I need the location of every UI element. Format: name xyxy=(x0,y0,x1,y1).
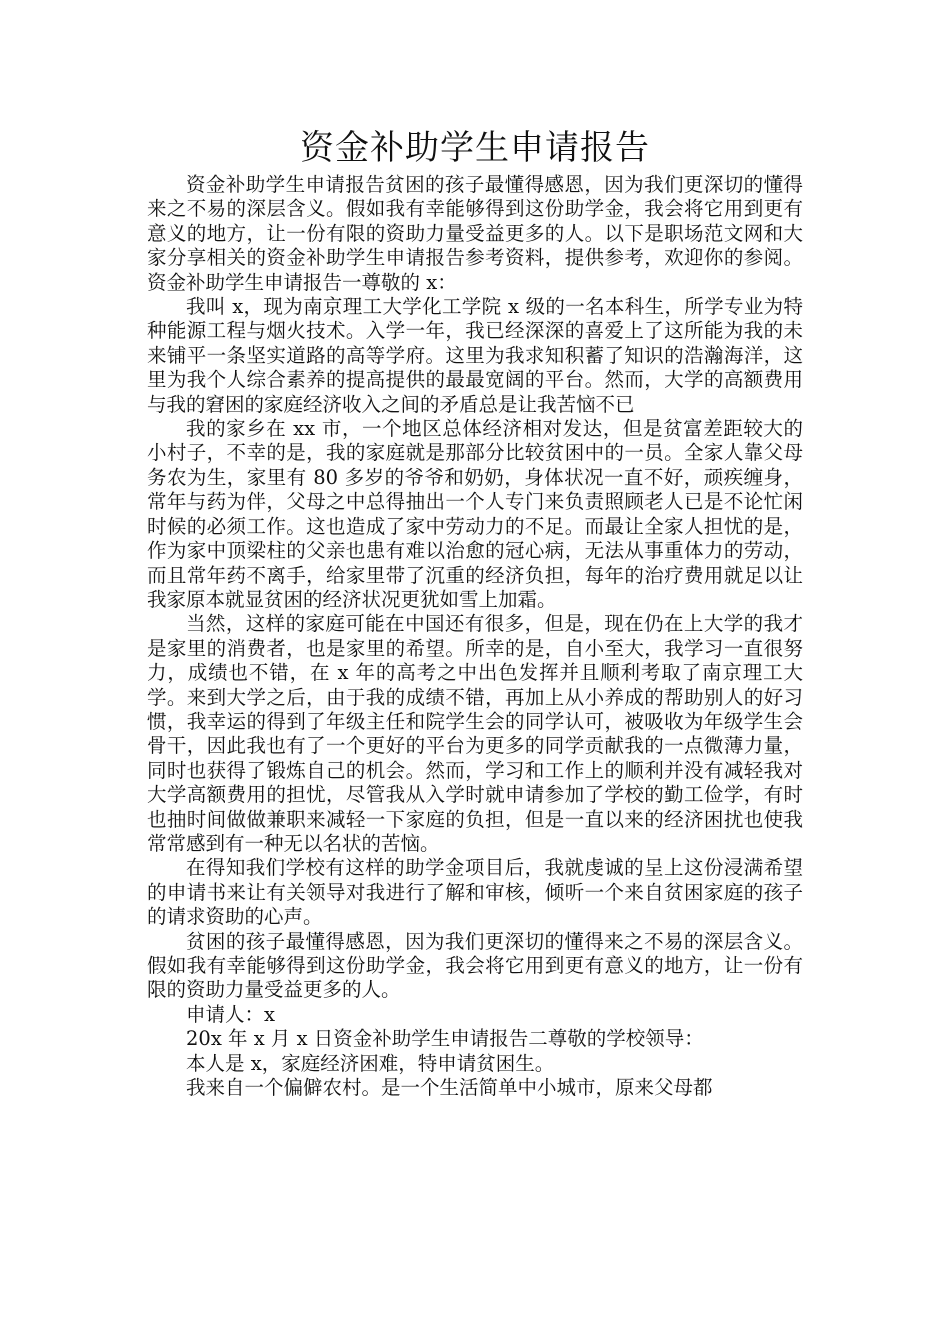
document-body xyxy=(147,173,803,1100)
paragraph-origin: 我来自一个偏僻农村。是一个生活简单中小城市，原来父母都 xyxy=(186,1076,713,1100)
document-title: 资金补助学生申请报告 xyxy=(300,128,650,168)
paragraph-family-background: 我的家乡在 xx 市，一个地区总体经济相对发达，但是贫富差距较大的小村子，不幸的是，我的家庭就是那部分比较贫困中的一员。全家人靠父母务农为生，家里有 80 多岁的爷爷和奶奶，身体状况一直不好，顽疾缠身，常年与药为伴，父母之中总得抽出一个人专门来负责照顾老人已是不论忙闲时候的必须工作。这也造成了家中劳动力的不足。而最让全家人担忧的是，作为家中顶梁柱的父亲也患有难以治愈的冠心病，无法从事重体力的劳动，而且常年药不离手，给家里带了沉重的经济负担，每年的治疗费用就足以让我家原本就显贫困的经济状况更犹如雪上加霜。 xyxy=(147,417,803,611)
paragraph-gratitude: 贫困的孩子最懂得感恩，因为我们更深切的懂得来之不易的深层含义。假如我有幸能够得到这份助学金，我会将它用到更有意义的地方，让一份有限的资助力量受益更多的人。 xyxy=(147,929,803,1002)
paragraph-self-introduction: 我叫 x，现为南京理工大学化工学院 x 级的一名本科生，所学专业为特种能源工程与烟火技术。入学一年，我已经深深的喜爱上了这所能为我的未来铺平一条坚实道路的高等学府。这里为我求知积蓄了知识的浩瀚海洋，这里为我个人综合素养的提高提供的最最宽阔的平台。然而，大学的高额费用与我的窘困的家庭经济收入之间的矛盾总是让我苦恼不已 xyxy=(147,295,803,416)
paragraph-statement: 本人是 x，家庭经济困难，特申请贫困生。 xyxy=(186,1051,555,1075)
paragraph-application: 在得知我们学校有这样的助学金项目后，我就虔诚的呈上这份浸满希望的申请书来让有关领导对我进行了解和审核，倾听一个来自贫困家庭的孩子的请求资助的心声。 xyxy=(147,856,803,929)
paragraph-intro: 资金补助学生申请报告贫困的孩子最懂得感恩，因为我们更深切的懂得来之不易的深层含义。假如我有幸能够得到这份助学金，我会将它用到更有意义的地方，让一份有限的资助力量受益更多的人。以下是职场范文网和大家分享相关的资金补助学生申请报告参考资料，提供参考，欢迎你的参阅。资金补助学生申请报告一尊敬的 x： xyxy=(147,173,803,294)
paragraph-date-second-report: 20x 年 x 月 x 日资金补助学生申请报告二尊敬的学校领导： xyxy=(186,1027,704,1051)
paragraph-study-and-work: 当然，这样的家庭可能在中国还有很多，但是，现在仍在上大学的我才是家里的消费者，也是家里的希望。所幸的是，自小至大，我学习一直很努力，成绩也不错，在 x 年的高考之中出色发挥并且顺利考取了南京理工大学。来到大学之后，由于我的成绩不错，再加上从小养成的帮助别人的好习惯，我幸运的得到了年级主任和院学生会的同学认可，被吸收为年级学生会骨干，因此我也有了一个更好的平台为更多的同学贡献我的一点微薄力量，同时也获得了锻炼自己的机会。然而，学习和工作上的顺利并没有减轻我对大学高额费用的担忧，尽管我从入学时就申请参加了学校的勤工俭学，有时也抽时间做做兼职来减轻一下家庭的负担，但是一直以来的经济困扰也使我常常感到有一种无以名状的苦恼。 xyxy=(147,612,803,855)
paragraph-applicant: 申请人：x xyxy=(186,1002,275,1026)
